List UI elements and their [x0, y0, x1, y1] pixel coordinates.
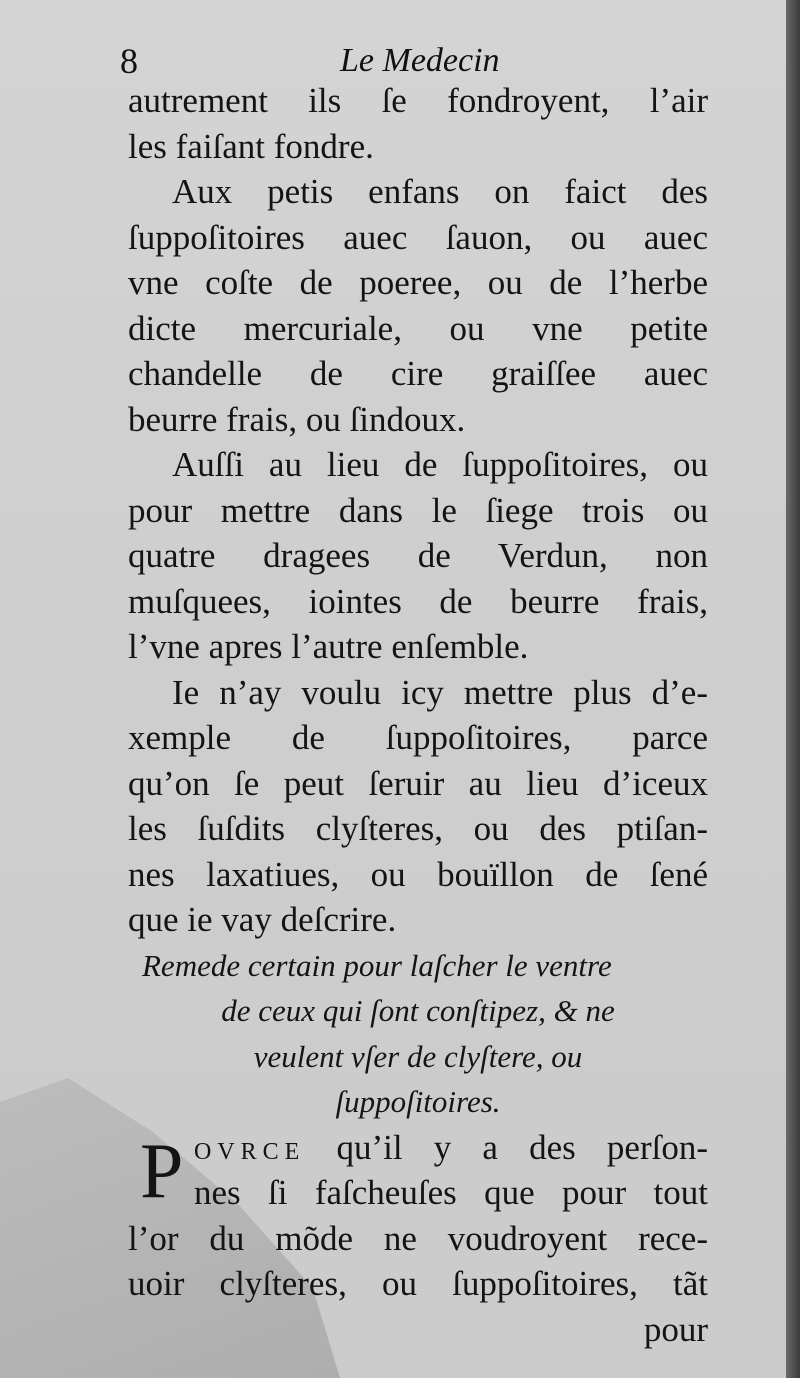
text-line: Aux petis enfans on faict des — [172, 172, 708, 211]
text-line: vne coſte de poeree, ou de l’herbe — [128, 263, 708, 302]
text-line: l’or du mõde ne voudroyent rece- — [128, 1218, 708, 1258]
text-line: Auſſi au lieu de ſuppoſitoires, ou — [172, 445, 708, 484]
text-line: pour mettre dans le ſiege trois ou — [128, 490, 708, 530]
paragraph-3 — [128, 442, 708, 670]
text-line: nes laxatiues, ou bouïllon de ſené — [128, 854, 708, 894]
paragraph-5 — [128, 1125, 708, 1307]
text-line: uoir clyſteres, ou ſuppoſitoires, tãt — [128, 1264, 708, 1303]
section-heading — [128, 943, 708, 1125]
text-line: que ie vay deſcrire. — [128, 900, 397, 939]
heading-line: veulent vſer de clyſtere, ou — [253, 1038, 583, 1074]
heading-line: ſuppoſitoires. — [335, 1084, 501, 1119]
text-line: les ſuſdits clyſteres, ou des ptiſan- — [128, 809, 708, 848]
page-number: 8 — [120, 41, 138, 81]
small-caps-word: OVRCE — [194, 1138, 306, 1165]
text-line: nes ſi faſcheuſes que pour tout — [194, 1173, 708, 1212]
text-line: qu’on ſe peut ſeruir au lieu d’iceux — [128, 763, 708, 803]
text-fragment: qu’il y a des perſon- — [336, 1127, 708, 1167]
body-text — [128, 78, 708, 1352]
catchword: pour — [643, 1309, 708, 1349]
text-line: ſuppoſitoires auec ſauon, ou auec — [128, 217, 708, 257]
text-line: les faiſant fondre. — [128, 126, 374, 166]
paragraph-4 — [128, 670, 708, 943]
text-line: xemple de ſuppoſitoires, parce — [128, 718, 708, 757]
text-line: l’vne apres l’autre enſemble. — [128, 627, 529, 666]
paragraph-1 — [128, 78, 708, 169]
page-binding-edge — [786, 0, 800, 1378]
running-title: Le Medecin — [340, 42, 500, 79]
text-line: beurre frais, ou ſindoux. — [128, 399, 466, 439]
text-line: autrement ils ſe fondroyent, l’air — [128, 81, 708, 120]
text-line: quatre dragees de Verdun, non — [128, 536, 708, 575]
paragraph-2 — [128, 169, 708, 442]
text-line: muſquees, iointes de beurre frais, — [128, 581, 708, 621]
text-line: dicte mercuriale, ou vne petite — [128, 308, 708, 348]
text-line: Ie n’ay voulu icy mettre plus d’e- — [172, 672, 708, 712]
text-line: chandelle de cire graiſſee auec — [128, 354, 708, 393]
heading-line: Remede certain pour laſcher le ventre — [142, 947, 612, 983]
text-line — [128, 1125, 708, 1171]
drop-cap-letter: P — [140, 1126, 184, 1214]
heading-line: de ceux qui ſont conſtipez, & ne — [221, 993, 615, 1028]
